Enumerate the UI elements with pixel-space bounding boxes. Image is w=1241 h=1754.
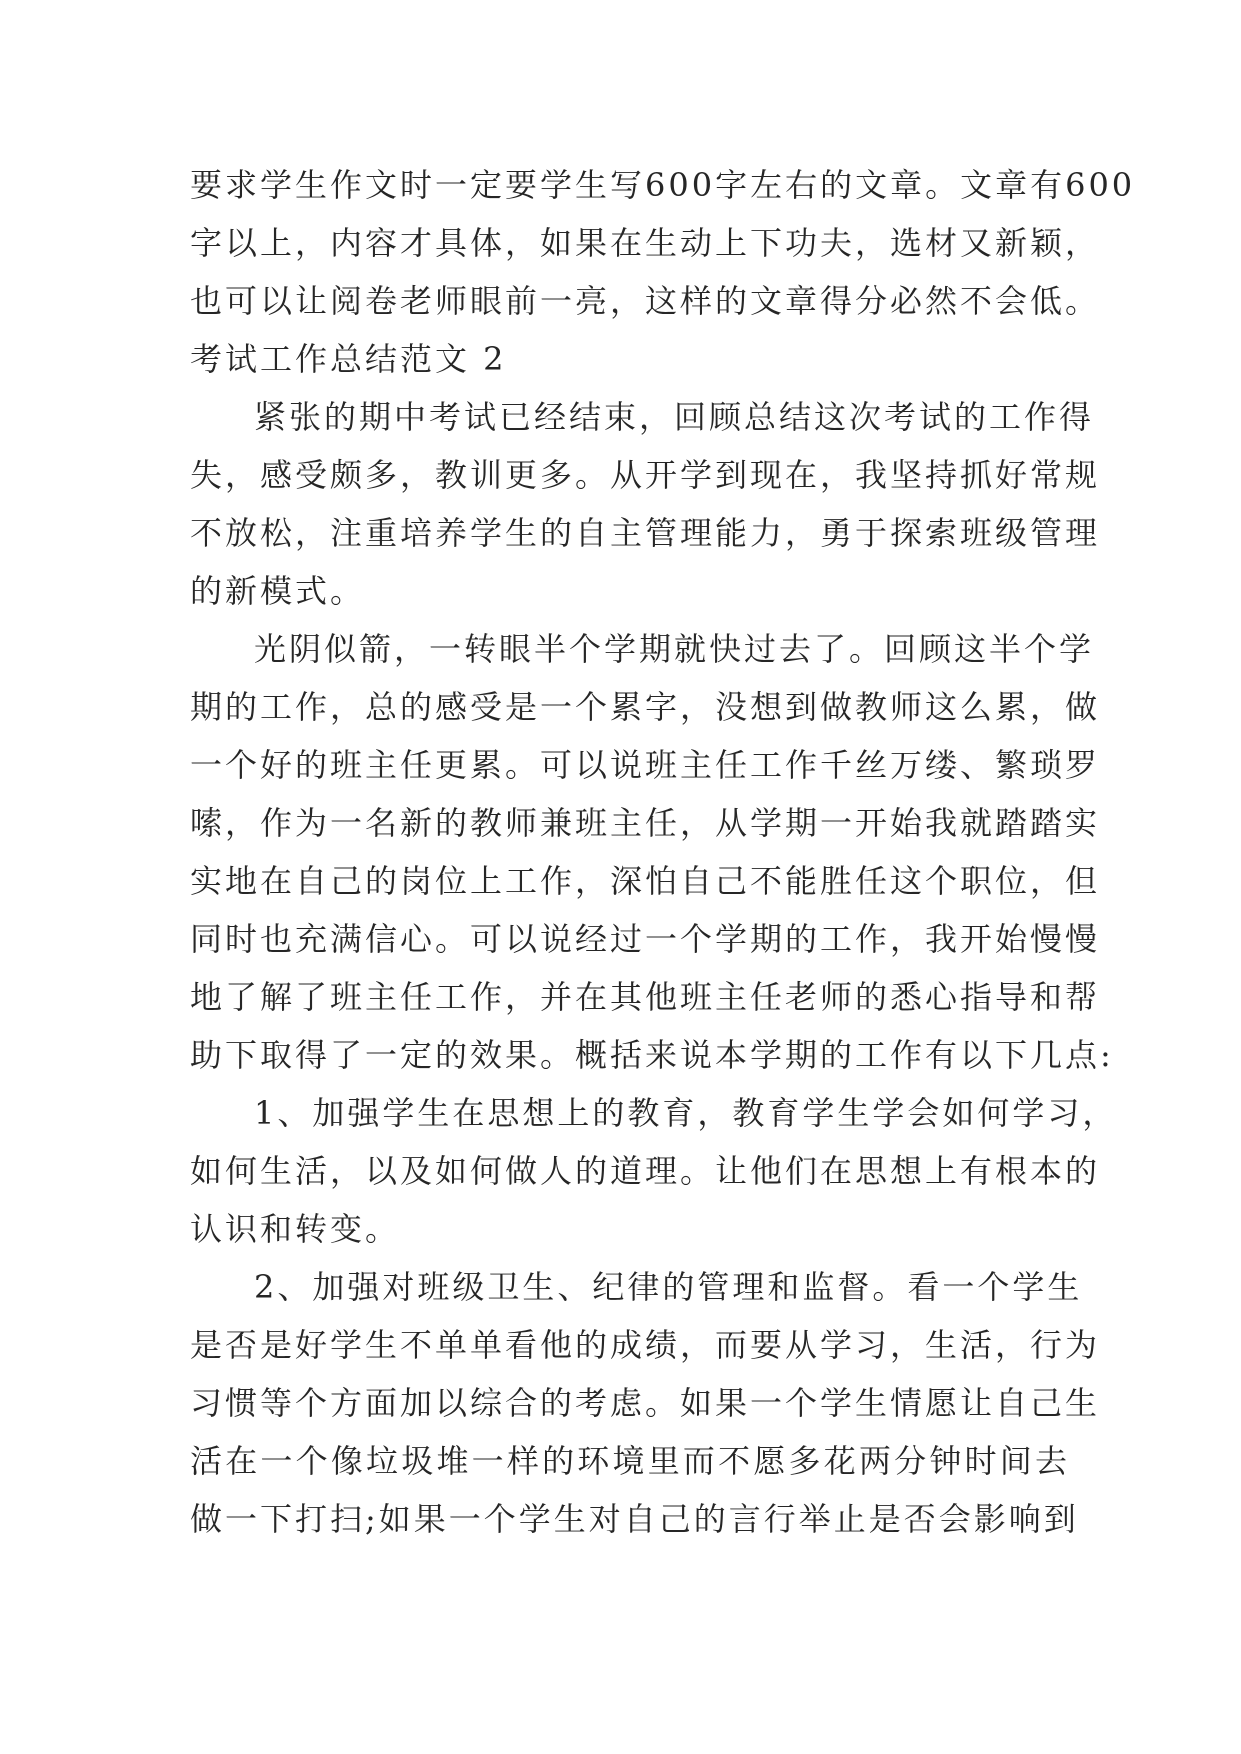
text-line: 字以上，内容才具体，如果在生动上下功夫，选材又新颖， — [190, 224, 1101, 262]
text-line: 一个好的班主任更累。可以说班主任工作千丝万缕、繁琐罗 — [190, 746, 1101, 784]
text-line: 活在一个像垃圾堆一样的环境里而不愿多花两分钟时间去 — [190, 1442, 1070, 1480]
text-line: 如何生活，以及如何做人的道理。让他们在思想上有根本的 — [190, 1152, 1101, 1190]
text-line: 是否是好学生不单单看他的成绩，而要从学习，生活，行为 — [190, 1326, 1101, 1364]
text-line: 嗦，作为一名新的教师兼班主任，从学期一开始我就踏踏实 — [190, 804, 1101, 842]
text-line: 助下取得了一定的效果。概括来说本学期的工作有以下几点: — [190, 1036, 1114, 1074]
text-line: 失，感受颇多，教训更多。从开学到现在，我坚持抓好常规 — [190, 456, 1101, 494]
text-line: 认识和转变。 — [190, 1210, 401, 1248]
paragraph — [190, 1258, 1101, 1548]
heading-text: 考试工作总结范文 2 — [190, 340, 507, 378]
text-line: 的新模式。 — [190, 572, 366, 610]
paragraph — [190, 620, 1114, 1084]
text-line: 光阴似箭，一转眼半个学期就快过去了。回顾这半个学 — [254, 630, 1095, 668]
text-line: 习惯等个方面加以综合的考虑。如果一个学生情愿让自己生 — [190, 1384, 1101, 1422]
paragraph — [190, 156, 1136, 330]
text-line: 同时也充满信心。可以说经过一个学期的工作，我开始慢慢 — [190, 920, 1101, 958]
text-line: 期的工作，总的感受是一个累字，没想到做教师这么累，做 — [190, 688, 1101, 726]
text-line: 1、加强学生在思想上的教育，教育学生学会如何学习， — [254, 1094, 1118, 1132]
text-line: 实地在自己的岗位上工作，深怕自己不能胜任这个职位，但 — [190, 862, 1101, 900]
text-line: 做一下打扫;如果一个学生对自己的言行举止是否会影响到 — [190, 1500, 1079, 1538]
text-line: 地了解了班主任工作，并在其他班主任老师的悉心指导和帮 — [190, 978, 1101, 1016]
paragraph — [190, 1084, 1118, 1258]
paragraph — [190, 388, 1101, 620]
text-line: 紧张的期中考试已经结束，回顾总结这次考试的工作得 — [254, 398, 1095, 436]
text-line: 也可以让阅卷老师眼前一亮，这样的文章得分必然不会低。 — [190, 282, 1101, 320]
text-line: 2、加强对班级卫生、纪律的管理和监督。看一个学生 — [254, 1268, 1083, 1306]
text-line: 要求学生作文时一定要学生写600字左右的文章。文章有600 — [190, 166, 1136, 204]
text-line: 不放松，注重培养学生的自主管理能力，勇于探索班级管理 — [190, 514, 1101, 552]
section-heading — [190, 330, 1070, 388]
document-body — [190, 156, 1136, 1548]
